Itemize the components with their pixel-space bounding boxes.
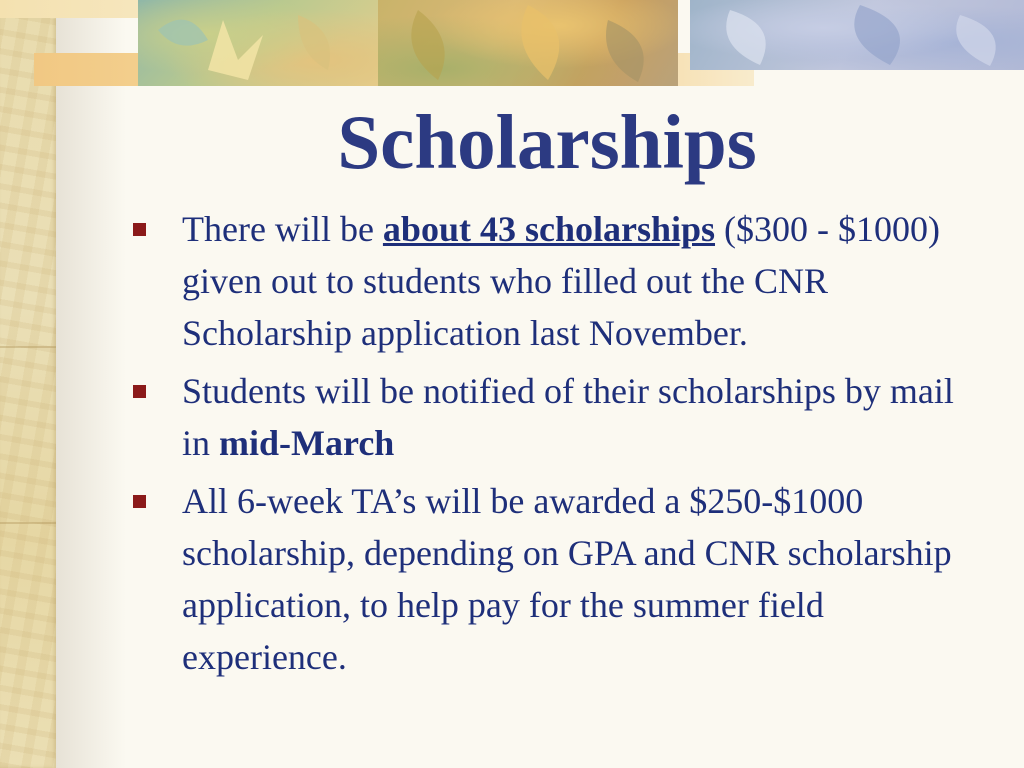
bullet-text: ($300 - $1000) given out to students who filled out the CNR Scholarship application last November. — [182, 209, 940, 353]
parchment-seam — [0, 346, 56, 348]
bullet-item — [130, 475, 990, 683]
bullet-emphasis: about 43 scholarships — [382, 209, 716, 249]
leaf-icon — [690, 0, 1024, 70]
bullet-item — [130, 203, 990, 359]
bullet-list — [130, 203, 990, 689]
leaf-tile-green — [138, 0, 378, 86]
bullet-text: All 6-week TA’s will be awarded a $250-$1000 scholarship, depending on GPA and CNR scholarship application, to help pay for the summer field experience. — [182, 481, 952, 677]
leaf-tile-blue — [690, 0, 1024, 70]
bullet-item — [130, 365, 990, 469]
leaf-icon — [138, 0, 378, 86]
leaf-icon — [378, 0, 678, 86]
square-bullet-icon — [133, 495, 146, 508]
slide-title: Scholarships — [337, 99, 757, 185]
bullet-text: Students will be notified of their scholarships by mail in — [182, 371, 954, 463]
leaf-tile-gold — [378, 0, 678, 86]
decorative-banner — [0, 0, 1024, 88]
square-bullet-icon — [133, 223, 146, 236]
square-bullet-icon — [133, 385, 146, 398]
parchment-seam — [0, 522, 56, 524]
bullet-emphasis: mid-March — [219, 423, 395, 463]
bullet-text: There will be — [182, 209, 383, 249]
banner-strip — [0, 0, 140, 18]
